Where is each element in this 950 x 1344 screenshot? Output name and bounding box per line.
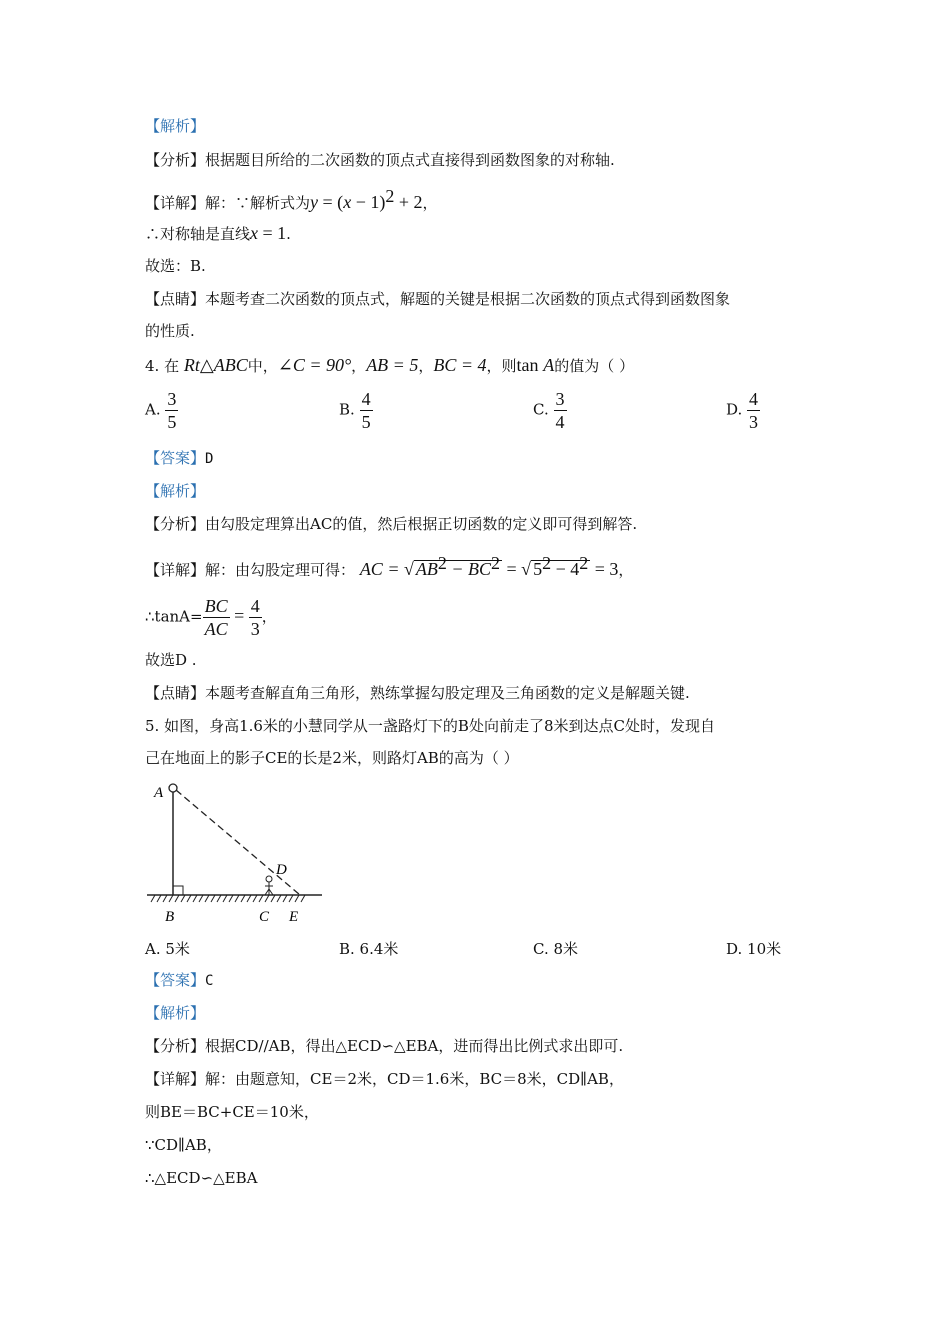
label-a: A [154, 785, 164, 801]
label-c: C [259, 909, 270, 925]
jiexi-heading-3: 【解析】 [145, 117, 206, 135]
fraction: $\frac{3}{4}$ [555, 389, 565, 432]
option-4-c: C. $\frac{3}{4}$ [533, 389, 565, 432]
analysis-3: 【分析】根据题目所给的二次函数的顶点式直接得到函数图象的对称轴. [145, 151, 615, 169]
option-4-b: B. $\frac{4}{5}$ [339, 389, 371, 432]
option-5-b: B. 6.4米 [339, 940, 399, 958]
detail-3: 【详解】解：∵解析式为$y = (x - 1)^2 + 2$， [145, 186, 438, 212]
detail-5-because: ∵CD∥AB， [145, 1136, 222, 1154]
answer-5: 【答案】C [145, 971, 214, 989]
detail-4: 【详解】解：由勾股定理可得： AC = √ $AB^2 - BC^2$ = √ $5^2 - 4^2 = 3$， [145, 553, 634, 579]
question-4-stem: 4. 在 Rt△ABC中，∠C = 90°，AB = 5，BC = 4，则tan A的值为（ ） [145, 355, 635, 375]
fraction: $\frac{3}{5}$ [167, 389, 177, 432]
option-5-c: C. 8米 [533, 940, 579, 958]
option-5-a: A. 5米 [145, 940, 190, 958]
label-b: B [165, 909, 175, 925]
detail-5-therefore: ∴△ECD∽△EBA [145, 1169, 258, 1187]
fraction: $\frac{4}{5}$ [361, 389, 371, 432]
jiexi-heading-5: 【解析】 [145, 1004, 206, 1022]
label-e: E [289, 909, 299, 925]
comment-4: 【点睛】本题考查解直角三角形，熟练掌握勾股定理及三角函数的定义是解题关键. [145, 684, 690, 702]
question-5-stem: 5. 如图，身高1.6米的小慧同学从一盏路灯下的B处向前走了8米到达点C处时，发现自 [145, 717, 715, 735]
option-4-a: A. $\frac{3}{5}$ [145, 389, 177, 432]
answer-4: 【答案】D [145, 449, 214, 467]
tan-line-4: ∴tanA= $\frac{BC}{AC}$ = $\frac{4}{3}$ ， [145, 596, 277, 639]
detail-5: 【详解】解：由题意知，CE＝2米，CD＝1.6米，BC＝8米，CD∥AB， [145, 1070, 624, 1088]
jiexi-heading-4: 【解析】 [145, 482, 206, 500]
detail-5-be: 则BE＝BC+CE＝10米， [145, 1103, 319, 1121]
streetlight-figure [145, 776, 330, 926]
choice-3: 故选：B. [145, 257, 206, 275]
fraction-4-3: $\frac{4}{3}$ [250, 596, 260, 639]
analysis-4: 【分析】由勾股定理算出AC的值，然后根据正切函数的定义即可得到解答. [145, 515, 638, 533]
option-4-d: D. $\frac{4}{3}$ [726, 389, 759, 432]
comment-3: 【点睛】本题考查二次函数的顶点式，解题的关键是根据二次函数的顶点式得到函数图象 [145, 290, 731, 308]
axis-line-3: ∴对称轴是直线x = 1. [145, 223, 291, 243]
option-5-d: D. 10米 [726, 940, 782, 958]
question-5-stem-cont: 己在地面上的影子CE的长是2米，则路灯AB的高为（ ） [145, 749, 519, 767]
fraction-bc-ac: $\frac{BC}{AC}$ [204, 596, 228, 639]
analysis-5: 【分析】根据CD//AB，得出△ECD∽△EBA，进而得出比例式求出即可. [145, 1037, 624, 1055]
fraction: $\frac{4}{3}$ [749, 389, 759, 432]
comment-3-cont: 的性质. [145, 322, 195, 340]
choice-4: 故选D . [145, 651, 197, 669]
label-d: D [276, 862, 287, 878]
